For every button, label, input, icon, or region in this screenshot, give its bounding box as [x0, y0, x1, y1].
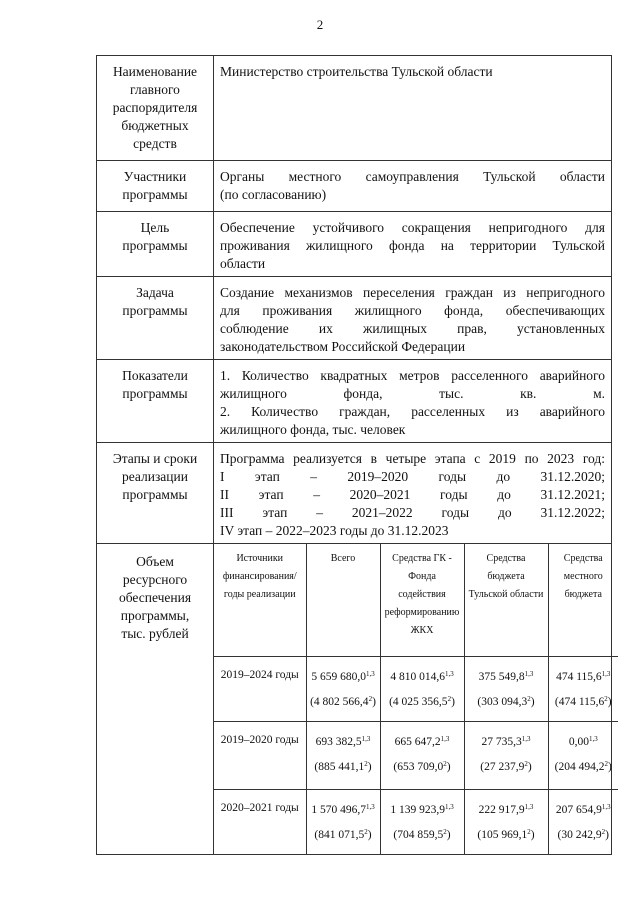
finance-value-main [551, 798, 617, 823]
footnote-mark: 1,3 [524, 802, 534, 811]
alt-amount: (27 237,9 [480, 760, 525, 773]
finance-row [214, 721, 618, 789]
text-line: бюджета [487, 571, 525, 582]
finance-value [306, 721, 380, 789]
program-passport-table [96, 55, 612, 855]
alt-close: ) [530, 828, 535, 841]
text-line: годы реализации [223, 589, 296, 600]
footnote-mark: 1,3 [361, 734, 371, 743]
text-line: тыс. рублей [121, 626, 189, 641]
finance-value [464, 656, 548, 721]
finance-column-header [214, 544, 306, 656]
finance-value [380, 789, 464, 854]
row-label [97, 161, 214, 212]
row-value [214, 212, 612, 277]
text-line: Тульской области [468, 589, 544, 600]
alt-amount: (204 494,2 [554, 760, 605, 773]
finance-value-alt [383, 823, 462, 848]
row-label [97, 360, 214, 443]
text-line: программы [122, 187, 188, 202]
finance-column-header [380, 544, 464, 656]
text-line: программы [122, 487, 188, 502]
finance-value-alt [383, 755, 462, 780]
text-line: Программа реализуется в четыре этапа с 2019 по 2023 год: [220, 451, 605, 466]
text-line: программы [122, 303, 188, 318]
finance-value-alt [309, 690, 378, 715]
text-line: ЖКХ [410, 625, 434, 636]
finance-value [380, 656, 464, 721]
main-amount: 693 382,5 [315, 735, 362, 748]
row-value [214, 360, 612, 443]
text-line: 2. Количество граждан, расселенных из аварийного [220, 404, 605, 419]
text-line: Показатели [122, 368, 188, 383]
passport-row [97, 212, 612, 277]
text-line: Фонда [408, 571, 436, 582]
alt-close: ) [372, 695, 376, 708]
text-line: реформированию [384, 607, 460, 618]
finance-value-main [309, 730, 378, 755]
footnote-mark: 1,3 [521, 734, 531, 743]
footnote-mark: 2 [368, 694, 373, 703]
main-amount: 375 549,8 [478, 670, 525, 683]
text-line: финансирования/ [222, 571, 297, 582]
text-line: жилищного фонда, тыс. человек [220, 422, 406, 437]
finance-value [464, 789, 548, 854]
text-line: программы [122, 238, 188, 253]
footnote-mark: 2 [527, 827, 531, 836]
finance-value-main [383, 730, 462, 755]
finance-value-main [309, 665, 378, 690]
finance-value-alt [309, 823, 378, 848]
finance-value-alt [551, 690, 617, 715]
finance-value-main [551, 730, 617, 755]
alt-amount: (4 802 566,4 [310, 695, 369, 708]
footnote-mark: 1,3 [444, 802, 454, 811]
text-line: бюджета [564, 589, 602, 600]
finance-value [548, 721, 618, 789]
text-line: главного [130, 82, 180, 97]
alt-amount: (30 242,9 [557, 828, 602, 841]
text-line: I этап – 2019–2020 годы до 31.12.2020; [220, 469, 605, 484]
alt-amount: (653 709,0 [393, 760, 444, 773]
footnote-mark: 1,3 [365, 802, 375, 811]
main-amount: 222 917,9 [478, 803, 525, 816]
alt-amount: (841 071,5 [314, 828, 365, 841]
finance-value [306, 789, 380, 854]
finance-period: 2019–2020 годы [214, 721, 306, 789]
alt-close: ) [367, 828, 372, 841]
finance-value-alt [551, 823, 617, 848]
text-line: соблюдение их жилищных прав, установленных [220, 321, 605, 336]
alt-close: ) [446, 828, 451, 841]
footnote-mark: 1,3 [365, 669, 375, 678]
finance-value-main [309, 798, 378, 823]
finance-value-alt [467, 823, 546, 848]
alt-close: ) [607, 695, 612, 708]
passport-row [97, 277, 612, 360]
text-line: Органы местного самоуправления Тульской области [220, 169, 605, 184]
footnote-mark: 2 [443, 759, 447, 768]
text-line: III этап – 2021–2022 годы до 31.12.2022; [220, 505, 605, 520]
alt-close: ) [451, 695, 455, 708]
text-line: проживания жилищного фонда на территории Тульской [220, 238, 605, 253]
alt-amount: (704 859,5 [393, 828, 444, 841]
row-label [97, 212, 214, 277]
main-amount: 27 735,3 [481, 735, 522, 748]
finance-header-row [214, 544, 618, 656]
footnote-mark: 1,3 [524, 669, 534, 678]
footnote-mark: 1,3 [588, 734, 598, 743]
finance-value-alt [467, 690, 546, 715]
main-amount: 207 654,9 [555, 803, 602, 816]
footnote-mark: 1,3 [601, 802, 611, 811]
footnote-mark: 2 [527, 694, 531, 703]
text-line: Обеспечение устойчивого сокращения непригодного для [220, 220, 605, 235]
footnote-mark: 2 [604, 759, 608, 768]
alt-close: ) [605, 828, 609, 841]
footnote-mark: 2 [447, 694, 452, 703]
footnote-mark: 1,3 [440, 734, 450, 743]
row-value [214, 56, 612, 161]
alt-close: ) [527, 760, 532, 773]
finance-cell [214, 544, 612, 855]
alt-close: ) [530, 695, 535, 708]
row-label [97, 56, 214, 161]
text-line: IV этап – 2022–2023 годы до 31.12.2023 [220, 523, 449, 538]
footnote-mark: 1,3 [601, 669, 611, 678]
finance-value [548, 656, 618, 721]
finance-value [306, 656, 380, 721]
row-value [214, 443, 612, 544]
row-label [97, 544, 214, 855]
text-line: (по согласованию) [220, 187, 327, 202]
finance-table [214, 544, 618, 854]
alt-amount: (885 441,1 [314, 760, 365, 773]
text-line: Задача [136, 285, 174, 300]
main-amount: 1 570 496,7 [311, 803, 366, 816]
finance-row [214, 789, 618, 854]
text-line: Этапы и сроки [112, 451, 198, 466]
footnote-mark: 2 [601, 827, 606, 836]
text-line: распорядителя [112, 100, 198, 115]
alt-close: ) [608, 760, 612, 773]
finance-value-main [383, 798, 462, 823]
footnote-mark: 2 [364, 827, 368, 836]
footnote-mark: 2 [364, 759, 368, 768]
main-amount: 474 115,6 [556, 670, 602, 683]
finance-value-alt [551, 755, 617, 780]
finance-value-main [467, 730, 546, 755]
text-line: ресурсного [122, 572, 188, 587]
passport-row [97, 56, 612, 161]
text-line: Наименование [112, 64, 198, 79]
finance-value-alt [309, 755, 378, 780]
passport-row [97, 360, 612, 443]
text-line: местного [563, 571, 603, 582]
alt-amount: (4 025 356,5 [389, 695, 448, 708]
text-line: программы, [120, 608, 190, 623]
row-label [97, 277, 214, 360]
passport-row [97, 443, 612, 544]
text-line: обеспечения [118, 590, 192, 605]
text-line: для проживания жилищного фонда, обеспечивающих [220, 303, 605, 318]
finance-value-main [467, 798, 546, 823]
alt-amount: (303 094,3 [477, 695, 528, 708]
alt-amount: (105 969,1 [477, 828, 528, 841]
row-label [97, 443, 214, 544]
text-line: содействия [398, 589, 446, 600]
finance-value-alt [467, 755, 546, 780]
row-value [214, 277, 612, 360]
text-line: законодательством Российской Федерации [220, 339, 466, 354]
text-line: Создание механизмов переселения граждан из непригодного [220, 285, 605, 300]
text-line: средств [133, 136, 177, 151]
text-line: бюджетных [121, 118, 189, 133]
text-line: Всего [330, 553, 356, 564]
text-line: области [220, 256, 266, 271]
alt-amount: (474 115,6 [554, 695, 605, 708]
text-line: жилищного фонда, тыс. кв. м. [220, 386, 605, 401]
footnote-mark: 2 [443, 827, 447, 836]
page-number: 2 [316, 17, 324, 32]
text-line: Источники [236, 553, 284, 564]
finance-row [214, 656, 618, 721]
alt-close: ) [446, 760, 451, 773]
text-line: 1. Количество квадратных метров расселенного аварийного [220, 368, 605, 383]
main-amount: 0,00 [568, 735, 589, 748]
footnote-mark: 2 [604, 694, 608, 703]
finance-column-header [306, 544, 380, 656]
text-line: Объем [136, 554, 174, 569]
finance-value [380, 721, 464, 789]
text-line: реализации [122, 469, 188, 484]
finance-column-header [548, 544, 618, 656]
finance-value-main [551, 665, 617, 690]
passport-row [97, 161, 612, 212]
footnote-mark: 2 [524, 759, 528, 768]
finance-value-alt [383, 690, 462, 715]
main-amount: 4 810 014,6 [390, 670, 445, 683]
main-amount: 665 647,2 [394, 735, 441, 748]
text-line: II этап – 2020–2021 годы до 31.12.2021; [220, 487, 605, 502]
finance-value [548, 789, 618, 854]
footnote-mark: 1,3 [444, 669, 454, 678]
text-line: Участники [123, 169, 187, 184]
finance-value [464, 721, 548, 789]
text-line: Средства [563, 553, 603, 564]
text-line: программы [122, 386, 188, 401]
passport-row-finance [97, 544, 612, 855]
finance-period: 2020–2021 годы [214, 789, 306, 854]
finance-period: 2019–2024 годы [214, 656, 306, 721]
row-value [214, 161, 612, 212]
text-line: Цель [140, 220, 170, 235]
text-line: Средства ГК - [392, 553, 452, 564]
text-line: Средства [486, 553, 526, 564]
finance-column-header [464, 544, 548, 656]
main-amount: 5 659 680,0 [311, 670, 366, 683]
finance-value-main [467, 665, 546, 690]
alt-close: ) [367, 760, 372, 773]
main-amount: 1 139 923,9 [390, 803, 445, 816]
text-line: Министерство строительства Тульской области [220, 64, 493, 79]
finance-value-main [383, 665, 462, 690]
